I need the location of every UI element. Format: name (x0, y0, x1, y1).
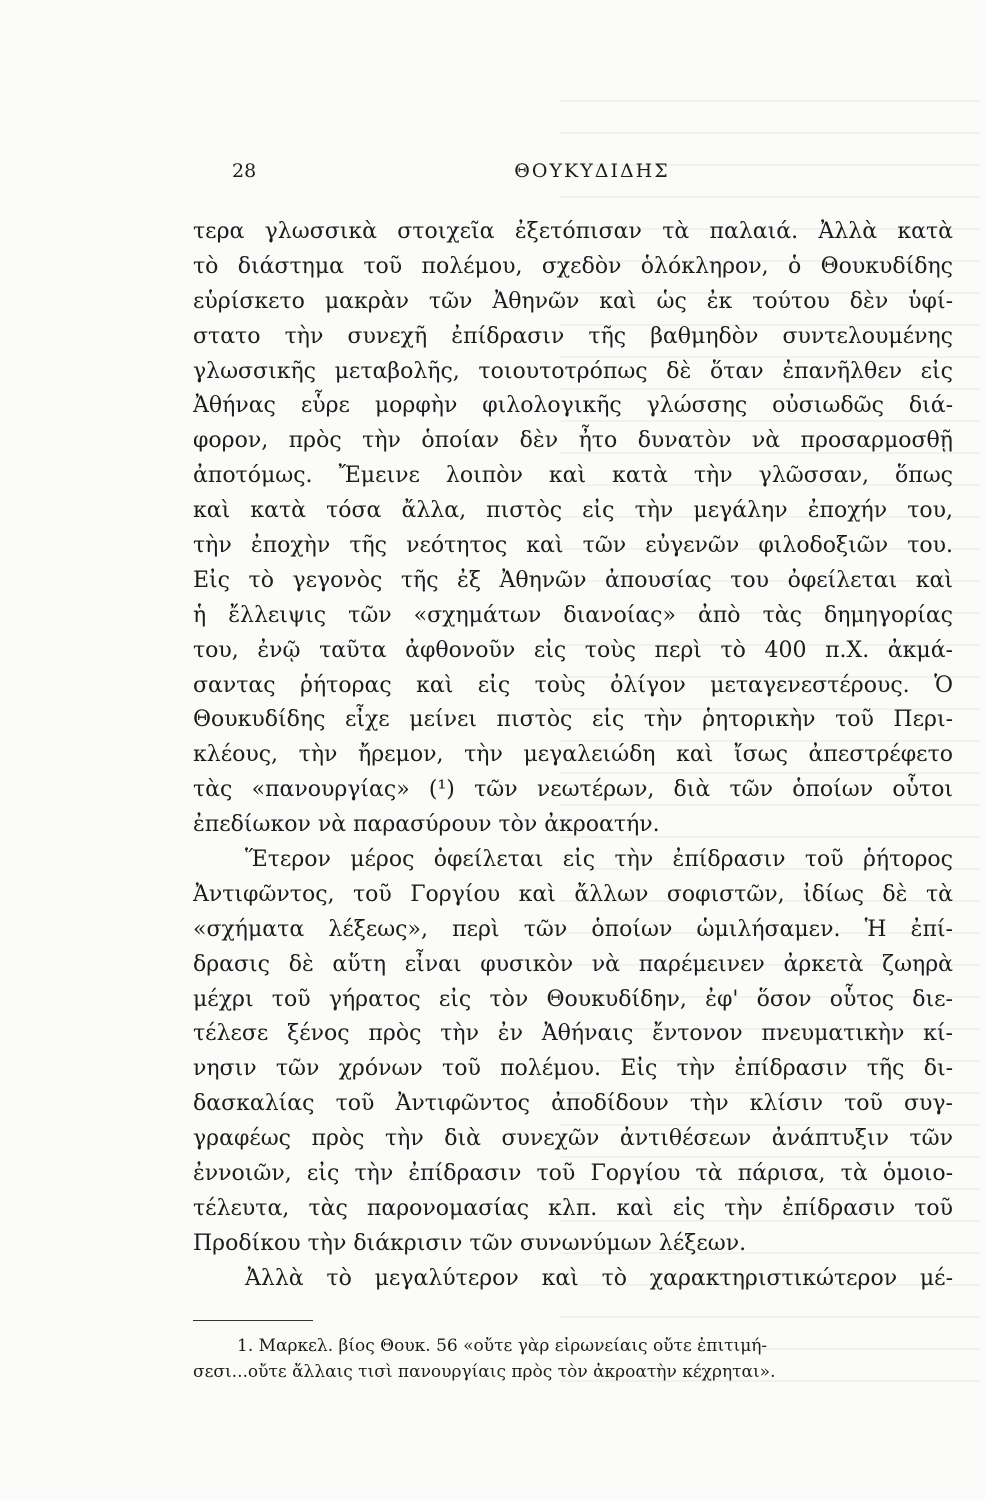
text-line: εὑρίσκετο μακρὰν τῶν Ἀθηνῶν καὶ ὡς ἐκ τούτου δὲν ὑφί- (193, 288, 953, 314)
text-line: τὸ διάστημα τοῦ πολέμου, σχεδὸν ὁλόκληρον, ὁ Θουκυδίδης (193, 253, 953, 279)
text-line: σαντας ῥήτορας καὶ εἰς τοὺς ὀλίγον μεταγενεστέρους. Ὁ (193, 672, 953, 698)
text-line: ἐπεδίωκον νὰ παρασύρουν τὸν ἀκροατήν. (193, 812, 660, 838)
paragraph-start-line: Ἀλλὰ τὸ μεγαλύτερον καὶ τὸ χαρακτηριστικώτερον μέ- (245, 1265, 953, 1291)
text-line: κλέους, τὴν ἤρεμον, τὴν μεγαλειώδη καὶ ἴσως ἀπεστρέφετο (193, 742, 953, 768)
page-number: 28 (232, 160, 257, 182)
footnote-line: σεσι...οὔτε ἄλλαις τισὶ πανουργίαις πρὸς τὸν ἀκροατὴν κέχρηται». (193, 1362, 776, 1382)
text-line: Προδίκου τὴν διάκρισιν τῶν συνωνύμων λέξεων. (193, 1230, 747, 1256)
text-line: τὰς «πανουργίας» (¹) τῶν νεωτέρων, διὰ τῶν ὁποίων οὗτοι (193, 777, 953, 803)
text-line: Ἀντιφῶντος, τοῦ Γοργίου καὶ ἄλλων σοφιστῶν, ἰδίως δὲ τὰ (193, 881, 953, 907)
text-line: τὴν ἐποχὴν τῆς νεότητος καὶ τῶν εὐγενῶν φιλοδοξιῶν του. (193, 533, 953, 559)
text-line: καὶ κατὰ τόσα ἄλλα, πιστὸς εἰς τὴν μεγάλην ἐποχήν του, (193, 498, 953, 524)
text-line: φορον, πρὸς τὴν ὁποίαν δὲν ἦτο δυνατὸν νὰ προσαρμοσθῇ (193, 428, 953, 454)
text-line: δασκαλίας τοῦ Ἀντιφῶντος ἀποδίδουν τὴν κλίσιν τοῦ συγ- (193, 1091, 953, 1117)
page-header (232, 160, 952, 190)
text-line: μέχρι τοῦ γήρατος εἰς τὸν Θουκυδίδην, ἐφ' ὅσον οὗτος διε- (193, 986, 953, 1012)
footnotes (193, 1333, 933, 1385)
text-line: νησιν τῶν χρόνων τοῦ πολέμου. Εἰς τὴν ἐπίδρασιν τῆς δι- (193, 1056, 953, 1082)
text-line: τέλεσε ξένος πρὸς τὴν ἐν Ἀθήναις ἔντονον πνευματικὴν κί- (193, 1021, 953, 1047)
footnote-line: 1. Μαρκελ. βίος Θουκ. 56 «οὔτε γὰρ εἰρωνείαις οὔτε ἐπιτιμή- (237, 1336, 768, 1356)
text-line: του, ἐνῷ ταῦτα ἀφθονοῦν εἰς τοὺς περὶ τὸ 400 π.Χ. ἀκμά- (193, 637, 953, 663)
paragraph-start-line: Ἕτερον μέρος ὀφείλεται εἰς τὴν ἐπίδρασιν τοῦ ῥήτορος (245, 847, 953, 873)
text-line: γλωσσικῆς μεταβολῆς, τοιουτοτρόπως δὲ ὅταν ἐπανῆλθεν εἰς (193, 358, 953, 384)
text-line: ἡ ἔλλειψις τῶν «σχημάτων διανοίας» ἀπὸ τὰς δημηγορίας (193, 602, 953, 628)
text-line: γραφέως πρὸς τὴν διὰ συνεχῶν ἀντιθέσεων ἀνάπτυξιν τῶν (193, 1126, 953, 1152)
text-line: στατο τὴν συνεχῆ ἐπίδρασιν τῆς βαθμηδὸν συντελουμένης (193, 323, 953, 349)
footnote-rule (193, 1320, 313, 1321)
text-line: τέλευτα, τὰς παρονομασίας κλπ. καὶ εἰς τὴν ἐπίδρασιν τοῦ (193, 1195, 953, 1221)
text-line: δρασις δὲ αὕτη εἶναι φυσικὸν νὰ παρέμεινεν ἀρκετὰ ζωηρὰ (193, 951, 953, 977)
text-line: τερα γλωσσικὰ στοιχεῖα ἐξετόπισαν τὰ παλαιά. Ἀλλὰ κατὰ (193, 219, 953, 244)
text-line: Ἀθήνας εὗρε μορφὴν φιλολογικῆς γλώσσης οὐσιωδῶς διά- (193, 393, 953, 419)
text-line: Θουκυδίδης εἶχε μείνει πιστὸς εἰς τὴν ῥητορικὴν τοῦ Περι- (193, 707, 953, 733)
text-line: ἀποτόμως. Ἔμεινε λοιπὸν καὶ κατὰ τὴν γλῶσσαν, ὅπως (193, 463, 953, 489)
text-line: «σχήματα λέξεως», περὶ τῶν ὁποίων ὡμιλήσαμεν. Ἡ ἐπί- (193, 916, 953, 942)
body-text (193, 215, 953, 1297)
text-line: Εἰς τὸ γεγονὸς τῆς ἐξ Ἀθηνῶν ἀπουσίας του ὀφείλεται καὶ (193, 567, 953, 593)
running-title: ΘΟΥΚΥΔΙΔΗΣ (514, 160, 670, 182)
text-line: ἐννοιῶν, εἰς τὴν ἐπίδρασιν τοῦ Γοργίου τὰ πάρισα, τὰ ὁμοιο- (193, 1161, 953, 1187)
